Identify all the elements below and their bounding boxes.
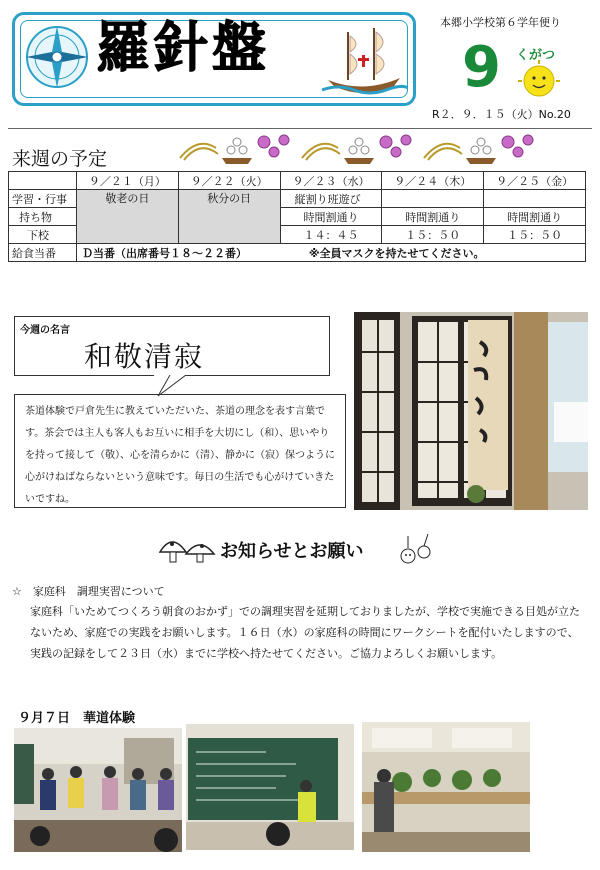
dango-flower-motif bbox=[180, 135, 289, 164]
table-cell: 時間割通り bbox=[382, 208, 484, 226]
lunch-duty: Ｄ当番（出席番号１８～２２番） bbox=[82, 246, 247, 260]
flower-class-photo-3 bbox=[362, 722, 530, 852]
sprout-doodle-icon bbox=[398, 530, 438, 566]
row-label: 学習・行事 bbox=[9, 190, 77, 208]
table-row bbox=[9, 190, 586, 208]
month-reading: くがつ bbox=[516, 48, 556, 63]
tea-ceremony-photo bbox=[354, 312, 588, 510]
day-header: ９／２１（月） bbox=[77, 172, 179, 190]
flower-class-photo-1 bbox=[14, 728, 182, 852]
issue-date-number: R２．９．１５（火）No.20 bbox=[432, 108, 571, 121]
holiday-cell: 敬老の日 bbox=[77, 190, 179, 244]
lunch-duty-cell bbox=[77, 244, 586, 262]
smiling-sun-icon bbox=[516, 58, 562, 104]
table-row bbox=[9, 244, 586, 262]
day-header: ９／２３（水） bbox=[280, 172, 382, 190]
table-corner-cell bbox=[9, 172, 77, 190]
day-header: ９／２５（金） bbox=[484, 172, 586, 190]
home-ec-title: ☆ 家庭科 調理実習について bbox=[12, 585, 165, 598]
home-ec-body: 家庭科「いためてつくろう朝食のおかず」での調理実習を延期しておりましたが、学校で実施できる目処が立たないため、家庭での実践をお願いします。１６日（水）の家庭科の時間にワークシートを配付いたしますので、実践の記録をして２３日（水）までに学校へ持たせてください。ご協力よろしくお願いします。 bbox=[30, 605, 580, 660]
month-number: 9 bbox=[462, 35, 501, 100]
sailing-ship-icon bbox=[318, 22, 408, 100]
holiday-cell: 秋分の日 bbox=[178, 190, 280, 244]
table-cell: １５：５０ bbox=[484, 226, 586, 244]
notice-heading: お知らせとお願い bbox=[220, 541, 364, 562]
compass-rose-icon bbox=[22, 22, 92, 92]
moon-viewing-decoration bbox=[178, 128, 558, 168]
table-cell: 時間割通り bbox=[280, 208, 382, 226]
flower-arrangement-heading: ９月７日 華道体験 bbox=[18, 711, 136, 726]
motto-phrase: 和敬清寂 bbox=[84, 340, 205, 373]
motto-description: 茶道体験で戸倉先生に教えていただいた、茶道の理念を表す言葉です。茶会では主人も客人もお互いに相手を大切にし（和）、思いやりを持って接して（敬）、心を清らかに（清）、静かに（寂）保つように心がけねばならないという意味です。毎日の生活でも心がけていきたいですね。 bbox=[14, 394, 346, 508]
newsletter-title: 羅針盤 bbox=[96, 16, 270, 79]
school-name: 本郷小学校第６学年便り bbox=[440, 16, 561, 29]
mushroom-icon bbox=[156, 530, 218, 564]
table-cell: 時間割通り bbox=[484, 208, 586, 226]
lunch-note: ※全員マスクを持たせてください。 bbox=[308, 246, 485, 260]
table-cell: １４：４５ bbox=[280, 226, 382, 244]
motto-label: 今週の名言 bbox=[20, 325, 70, 336]
weekly-schedule-table bbox=[8, 171, 586, 262]
next-week-heading: 来週の予定 bbox=[12, 148, 108, 170]
row-label: 持ち物 bbox=[9, 208, 77, 226]
table-cell bbox=[484, 190, 586, 208]
table-cell: １５：５０ bbox=[382, 226, 484, 244]
table-cell bbox=[382, 190, 484, 208]
table-cell: 縦割り班遊び bbox=[280, 190, 382, 208]
row-label: 給食当番 bbox=[9, 244, 77, 262]
table-header-row bbox=[9, 172, 586, 190]
row-label: 下校 bbox=[9, 226, 77, 244]
day-header: ９／２２（火） bbox=[178, 172, 280, 190]
day-header: ９／２４（木） bbox=[382, 172, 484, 190]
flower-class-photo-2 bbox=[186, 724, 354, 850]
